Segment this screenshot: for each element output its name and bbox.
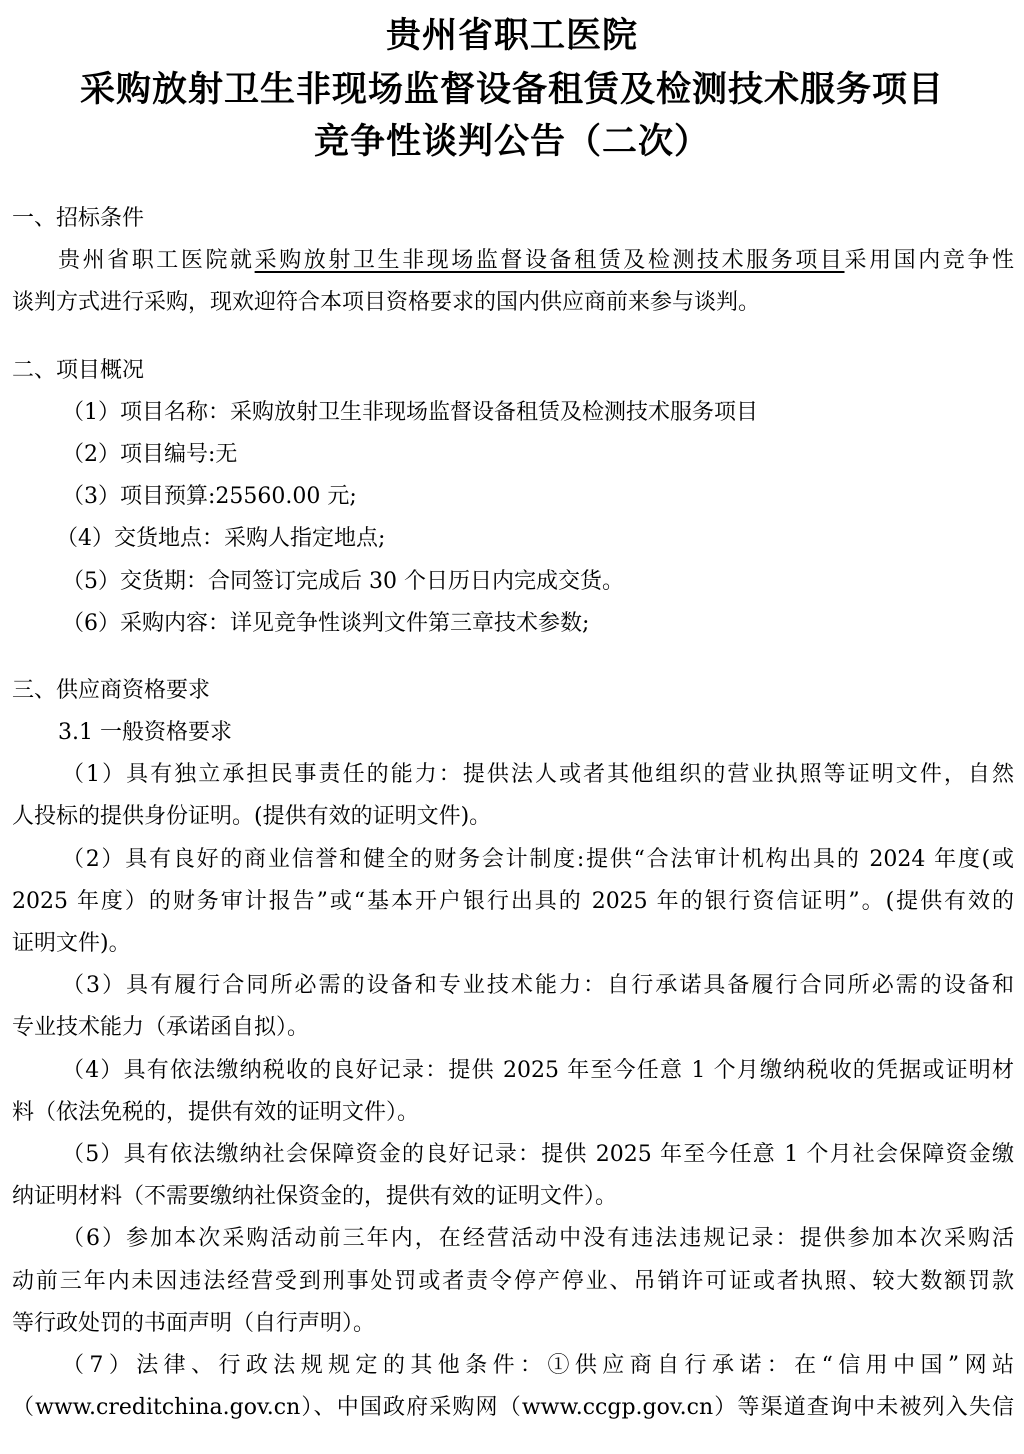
text-line: （4）具有依法缴纳税收的良好记录：提供 2025 年至今任意 1 个月缴纳税收的凭据或证明材 [62, 1057, 1014, 1083]
text-line: （www.creditchina.gov.cn）、中国政府采购网（www.ccgp.gov.cn）等渠道查询中未被列入失信 [12, 1395, 1014, 1421]
text-line: 料（依法免税的，提供有效的证明文件）。 [12, 1099, 420, 1125]
text-line: （5）交货期：合同签订完成后 30 个日历日内完成交货。 [62, 568, 624, 594]
text-line: 人投标的提供身份证明。(提供有效的证明文件)。 [12, 804, 492, 830]
text-line: 2025 年度）的财务审计报告”或“基本开户银行出具的 2025 年的银行资信证明”。(提供有效的 [12, 888, 1014, 914]
document-body [12, 198, 1014, 1454]
text-line: 谈判方式进行采购，现欢迎符合本项目资格要求的国内供应商前来参与谈判。 [12, 290, 761, 316]
text-line: （3）项目预算:25560.00 元; [62, 484, 357, 510]
text-line: 3.1 一般资格要求 [58, 720, 232, 746]
section-heading: 一、招标条件 [12, 206, 145, 231]
text-segment: 采用国内竞争性 [844, 248, 1014, 274]
text-line: （2）具有良好的商业信誉和健全的财务会计制度:提供“合法审计机构出具的 2024 年度(或 [62, 846, 1014, 872]
text-line: （1）项目名称：采购放射卫生非现场监督设备租赁及检测技术服务项目 [62, 399, 758, 425]
text-line: 纳证明材料（不需要缴纳社保资金的，提供有效的证明文件）。 [12, 1184, 618, 1210]
text-line: （6）采购内容：详见竞争性谈判文件第三章技术参数; [62, 610, 590, 636]
section-2 [12, 350, 1014, 645]
text-line [12, 240, 1014, 282]
text-segment: 贵州省职工医院就 [58, 248, 255, 274]
text-line: 等行政处罚的书面声明（自行声明）。 [12, 1310, 376, 1336]
text-line: （2）项目编号:无 [62, 441, 238, 467]
text-line: （5）具有依法缴纳社会保障资金的良好记录：提供 2025 年至今任意 1 个月社会保障资金缴 [62, 1141, 1014, 1167]
section-heading: 三、供应商资格要求 [12, 677, 211, 703]
text-line: （3）具有履行合同所必需的设备和专业技术能力：自行承诺具备履行合同所必需的设备和 [62, 973, 1014, 999]
doc-title-line-1: 贵州省职工医院 [385, 15, 638, 56]
text-line: （4）交货地点：采购人指定地点; [56, 526, 386, 552]
section-heading: 二、项目概况 [12, 357, 145, 383]
section-1 [12, 198, 1014, 325]
doc-title-line-2: 采购放射卫生非现场监督设备租赁及检测技术服务项目 [79, 69, 944, 110]
doc-title-line-3: 竞争性谈判公告（二次） [313, 121, 710, 162]
text-line: （7）法律、行政法规规定的其他条件：①供应商自行承诺：在“信用中国”网站 [62, 1352, 1014, 1378]
section-3 [12, 670, 1014, 1429]
text-line: （6）参加本次采购活动前三年内，在经营活动中没有违法违规记录：提供参加本次采购活 [62, 1226, 1014, 1252]
text-line: 动前三年内未因违法经营受到刑事处罚或者责令停产停业、吊销许可证或者执照、较大数额罚款 [12, 1268, 1014, 1294]
text-line: 专业技术能力（承诺函自拟）。 [12, 1015, 310, 1041]
project-name-underlined: 采购放射卫生非现场监督设备租赁及检测技术服务项目 [254, 248, 845, 274]
text-line: 证明文件)。 [12, 931, 131, 956]
text-line: （1）具有独立承担民事责任的能力：提供法人或者其他组织的营业执照等证明文件，自然 [62, 762, 1014, 788]
